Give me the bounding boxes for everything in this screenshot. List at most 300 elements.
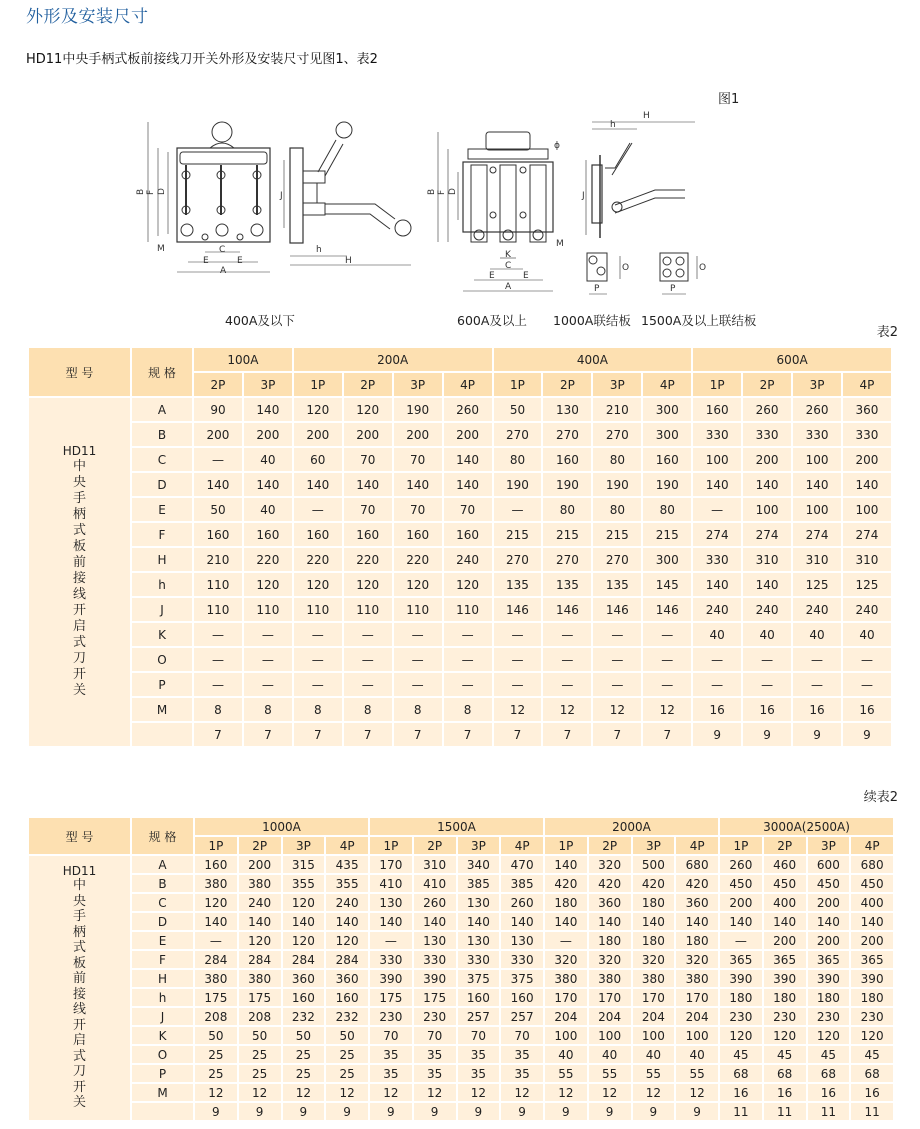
value-cell: 380 <box>632 969 676 988</box>
value-cell: 200 <box>850 931 894 950</box>
value-cell: — <box>742 672 792 697</box>
type-model: HD11 <box>62 864 97 879</box>
table-row <box>28 622 892 647</box>
value-cell: 140 <box>742 472 792 497</box>
table-row <box>28 647 892 672</box>
value-cell: 70 <box>457 1026 501 1045</box>
value-cell: 200 <box>293 422 343 447</box>
value-cell: 40 <box>842 622 892 647</box>
value-cell: 120 <box>343 397 393 422</box>
value-cell: 35 <box>413 1064 457 1083</box>
side-view-400a-drawing <box>284 122 411 265</box>
value-cell: 208 <box>194 1007 238 1026</box>
value-cell: 40 <box>692 622 742 647</box>
value-cell: 160 <box>642 447 692 472</box>
value-cell: 200 <box>742 447 792 472</box>
side-view-600a-drawing <box>586 122 695 238</box>
value-cell: 120 <box>807 1026 851 1045</box>
spec-cell: J <box>131 1007 194 1026</box>
value-cell: 200 <box>343 422 393 447</box>
value-cell: 12 <box>675 1083 719 1102</box>
value-cell: 12 <box>238 1083 282 1102</box>
value-cell: 35 <box>369 1064 413 1083</box>
value-cell: — <box>792 672 842 697</box>
table-row <box>28 722 892 747</box>
value-cell: 12 <box>282 1083 326 1102</box>
value-cell: 130 <box>457 893 501 912</box>
value-cell: — <box>443 672 493 697</box>
value-cell: 35 <box>369 1045 413 1064</box>
value-cell: 380 <box>194 969 238 988</box>
value-cell: 7 <box>542 722 592 747</box>
value-cell: — <box>592 622 642 647</box>
value-cell: 175 <box>369 988 413 1007</box>
value-cell: 380 <box>238 874 282 893</box>
header-pole: 2P <box>542 372 592 397</box>
dim-label-j-600: J <box>582 191 585 201</box>
value-cell: 50 <box>238 1026 282 1045</box>
value-cell: 12 <box>592 697 642 722</box>
header-pole: 1P <box>692 372 742 397</box>
value-cell: 330 <box>842 422 892 447</box>
value-cell: 284 <box>325 950 369 969</box>
spec-cell: J <box>131 597 193 622</box>
section-title: 外形及安装尺寸 <box>26 7 149 27</box>
value-cell: 140 <box>194 912 238 931</box>
value-cell: 50 <box>282 1026 326 1045</box>
value-cell: 435 <box>325 855 369 874</box>
value-cell: 204 <box>544 1007 588 1026</box>
value-cell: 140 <box>243 397 293 422</box>
value-cell: 180 <box>588 931 632 950</box>
value-cell: — <box>542 622 592 647</box>
value-cell: 130 <box>369 893 413 912</box>
value-cell: 45 <box>850 1045 894 1064</box>
value-cell: 200 <box>807 893 851 912</box>
value-cell: 25 <box>238 1064 282 1083</box>
value-cell: 274 <box>692 522 742 547</box>
table-row <box>28 1026 894 1045</box>
value-cell: 260 <box>742 397 792 422</box>
value-cell: 50 <box>325 1026 369 1045</box>
value-cell: 110 <box>193 572 243 597</box>
value-cell: 90 <box>193 397 243 422</box>
value-cell: 260 <box>413 893 457 912</box>
spec-cell: B <box>131 422 193 447</box>
value-cell: 146 <box>542 597 592 622</box>
value-cell: 300 <box>642 547 692 572</box>
value-cell: 160 <box>243 522 293 547</box>
value-cell: — <box>293 647 343 672</box>
front-view-600a-drawing <box>438 132 553 291</box>
value-cell: 7 <box>443 722 493 747</box>
value-cell: 12 <box>493 697 543 722</box>
value-cell: — <box>193 672 243 697</box>
value-cell: 380 <box>194 874 238 893</box>
value-cell: 110 <box>193 597 243 622</box>
header-pole: 2P <box>343 372 393 397</box>
value-cell: 160 <box>193 522 243 547</box>
table-row <box>28 988 894 1007</box>
value-cell: — <box>443 647 493 672</box>
value-cell: 200 <box>719 893 763 912</box>
value-cell: 140 <box>807 912 851 931</box>
value-cell: 140 <box>413 912 457 931</box>
value-cell: 190 <box>542 472 592 497</box>
table-row <box>28 912 894 931</box>
value-cell: 140 <box>238 912 282 931</box>
value-cell: 12 <box>542 697 592 722</box>
table-row <box>28 931 894 950</box>
value-cell: 11 <box>850 1102 894 1121</box>
value-cell: — <box>243 622 293 647</box>
value-cell: 120 <box>194 893 238 912</box>
value-cell: 35 <box>457 1045 501 1064</box>
header-pole: 2P <box>413 836 457 855</box>
value-cell: 16 <box>692 697 742 722</box>
value-cell: 100 <box>792 497 842 522</box>
value-cell: 460 <box>763 855 807 874</box>
value-cell: 160 <box>343 522 393 547</box>
value-cell: 8 <box>393 697 443 722</box>
header-pole: 1P <box>493 372 543 397</box>
value-cell: 7 <box>393 722 443 747</box>
value-cell: 70 <box>393 447 443 472</box>
value-cell: 146 <box>493 597 543 622</box>
value-cell: 260 <box>719 855 763 874</box>
value-cell: 11 <box>763 1102 807 1121</box>
spec-cell: A <box>131 855 194 874</box>
value-cell: 50 <box>194 1026 238 1045</box>
spec-cell: D <box>131 472 193 497</box>
value-cell: 9 <box>369 1102 413 1121</box>
value-cell: 130 <box>457 931 501 950</box>
value-cell: 330 <box>792 422 842 447</box>
value-cell: 390 <box>850 969 894 988</box>
value-cell: — <box>369 931 413 950</box>
value-cell: 160 <box>692 397 742 422</box>
value-cell: 180 <box>544 893 588 912</box>
value-cell: 140 <box>792 472 842 497</box>
dim-label-m: M <box>157 244 165 254</box>
value-cell: 45 <box>807 1045 851 1064</box>
table-row <box>28 950 894 969</box>
value-cell: 45 <box>763 1045 807 1064</box>
value-cell: — <box>393 622 443 647</box>
value-cell: 208 <box>238 1007 282 1026</box>
dim-label-p-1000: P <box>594 284 600 294</box>
dim-label-c-600: C <box>505 261 512 271</box>
value-cell: 100 <box>675 1026 719 1045</box>
value-cell: — <box>243 672 293 697</box>
value-cell: — <box>493 622 543 647</box>
value-cell: 70 <box>500 1026 544 1045</box>
header-pole: 2P <box>763 836 807 855</box>
value-cell: 140 <box>457 912 501 931</box>
value-cell: 175 <box>238 988 282 1007</box>
header-pole: 1P <box>293 372 343 397</box>
value-cell: 9 <box>675 1102 719 1121</box>
value-cell: 100 <box>742 497 792 522</box>
caption-600a: 600A及以上 <box>457 313 527 328</box>
value-cell: 680 <box>675 855 719 874</box>
value-cell: — <box>542 672 592 697</box>
value-cell: 170 <box>675 988 719 1007</box>
dim-label-m-600: M <box>556 239 564 249</box>
table-row <box>28 422 892 447</box>
spec-cell: O <box>131 647 193 672</box>
value-cell: 400 <box>850 893 894 912</box>
header-pole: 1P <box>719 836 763 855</box>
value-cell: 204 <box>632 1007 676 1026</box>
value-cell: 240 <box>325 893 369 912</box>
value-cell: 140 <box>369 912 413 931</box>
dim-label-e2-600: E <box>523 271 529 281</box>
table-row <box>28 1064 894 1083</box>
value-cell: 200 <box>443 422 493 447</box>
value-cell: 7 <box>493 722 543 747</box>
value-cell: 50 <box>493 397 543 422</box>
spec-cell: O <box>131 1045 194 1064</box>
value-cell: 60 <box>293 447 343 472</box>
spec-cell <box>131 722 193 747</box>
dim-label-o-1000: O <box>622 263 630 273</box>
value-cell: 11 <box>719 1102 763 1121</box>
value-cell: 25 <box>238 1045 282 1064</box>
value-cell: 25 <box>325 1045 369 1064</box>
value-cell: — <box>692 647 742 672</box>
value-cell: 70 <box>413 1026 457 1045</box>
header-pole: 3P <box>393 372 443 397</box>
value-cell: 16 <box>842 697 892 722</box>
value-cell: 135 <box>542 572 592 597</box>
dim-label-j: J <box>280 191 283 201</box>
value-cell: 160 <box>393 522 443 547</box>
value-cell: 80 <box>642 497 692 522</box>
value-cell: 140 <box>243 472 293 497</box>
table-row <box>28 969 894 988</box>
value-cell: — <box>343 672 393 697</box>
table-row <box>28 522 892 547</box>
value-cell: 68 <box>763 1064 807 1083</box>
value-cell: 145 <box>642 572 692 597</box>
value-cell: 68 <box>719 1064 763 1083</box>
value-cell: — <box>493 672 543 697</box>
spec-cell: P <box>131 1064 194 1083</box>
value-cell: 130 <box>413 931 457 950</box>
dimension-table-1 <box>27 346 893 748</box>
value-cell: 204 <box>675 1007 719 1026</box>
value-cell: — <box>592 672 642 697</box>
dim-label-d-600: D <box>448 188 458 195</box>
value-cell: 180 <box>850 988 894 1007</box>
value-cell: 100 <box>792 447 842 472</box>
dim-label-f: F <box>146 189 156 195</box>
value-cell: 365 <box>850 950 894 969</box>
dim-label-e-600: E <box>489 271 495 281</box>
dim-label-f-600: F <box>437 189 447 195</box>
value-cell: 55 <box>632 1064 676 1083</box>
value-cell: 300 <box>642 422 692 447</box>
value-cell: 120 <box>850 1026 894 1045</box>
dim-label-d: D <box>157 188 167 195</box>
value-cell: 330 <box>369 950 413 969</box>
value-cell: 140 <box>282 912 326 931</box>
value-cell: 9 <box>792 722 842 747</box>
header-spec: 规 格 <box>131 347 193 397</box>
value-cell: 180 <box>632 931 676 950</box>
spec-cell: H <box>131 547 193 572</box>
value-cell: 140 <box>193 472 243 497</box>
table-row <box>28 672 892 697</box>
header-pole: 3P <box>592 372 642 397</box>
value-cell: 230 <box>369 1007 413 1026</box>
spec-cell: D <box>131 912 194 931</box>
header-pole: 3P <box>792 372 842 397</box>
value-cell: 35 <box>457 1064 501 1083</box>
dim-label-phi: ϕ <box>554 141 560 151</box>
dim-label-e: E <box>203 256 209 266</box>
value-cell: 7 <box>293 722 343 747</box>
value-cell: 12 <box>413 1083 457 1102</box>
value-cell: 70 <box>443 497 493 522</box>
value-cell: 80 <box>592 497 642 522</box>
value-cell: 170 <box>544 988 588 1007</box>
value-cell: 220 <box>393 547 443 572</box>
header-pole: 2P <box>193 372 243 397</box>
value-cell: 230 <box>413 1007 457 1026</box>
value-cell: 450 <box>719 874 763 893</box>
value-cell: 68 <box>850 1064 894 1083</box>
table-row <box>28 1045 894 1064</box>
value-cell: 80 <box>592 447 642 472</box>
header-current-group: 100A <box>193 347 293 372</box>
value-cell: 80 <box>542 497 592 522</box>
value-cell: 355 <box>282 874 326 893</box>
header-current-group: 400A <box>493 347 693 372</box>
value-cell: 240 <box>742 597 792 622</box>
spec-cell <box>131 1102 194 1121</box>
value-cell: 140 <box>692 472 742 497</box>
caption-1500a-plate: 1500A及以上联结板 <box>641 313 757 328</box>
value-cell: 410 <box>369 874 413 893</box>
value-cell: — <box>842 647 892 672</box>
value-cell: 450 <box>850 874 894 893</box>
type-cell <box>28 855 131 1121</box>
value-cell: 260 <box>443 397 493 422</box>
value-cell: 200 <box>243 422 293 447</box>
value-cell: 110 <box>343 597 393 622</box>
value-cell: 110 <box>243 597 293 622</box>
value-cell: — <box>642 622 692 647</box>
value-cell: 135 <box>493 572 543 597</box>
spec-cell: h <box>131 988 194 1007</box>
type-model: HD11 <box>62 444 97 459</box>
value-cell: 330 <box>457 950 501 969</box>
value-cell: 70 <box>343 497 393 522</box>
table-row <box>28 697 892 722</box>
header-current-group: 600A <box>692 347 892 372</box>
dim-label-k: K <box>505 250 511 260</box>
header-pole: 1P <box>544 836 588 855</box>
value-cell: 9 <box>325 1102 369 1121</box>
spec-cell: F <box>131 950 194 969</box>
value-cell: 135 <box>592 572 642 597</box>
value-cell: 210 <box>592 397 642 422</box>
value-cell: — <box>243 647 293 672</box>
value-cell: 270 <box>592 422 642 447</box>
value-cell: 190 <box>393 397 443 422</box>
value-cell: 375 <box>500 969 544 988</box>
value-cell: 110 <box>393 597 443 622</box>
value-cell: 230 <box>763 1007 807 1026</box>
value-cell: 215 <box>592 522 642 547</box>
value-cell: 9 <box>692 722 742 747</box>
value-cell: — <box>193 622 243 647</box>
value-cell: 230 <box>850 1007 894 1026</box>
dim-label-a-600: A <box>505 282 512 292</box>
value-cell: 120 <box>238 931 282 950</box>
value-cell: 50 <box>193 497 243 522</box>
header-pole: 4P <box>675 836 719 855</box>
value-cell: 12 <box>369 1083 413 1102</box>
value-cell: 140 <box>675 912 719 931</box>
value-cell: 160 <box>194 855 238 874</box>
value-cell: 9 <box>742 722 792 747</box>
value-cell: — <box>343 622 393 647</box>
value-cell: 240 <box>692 597 742 622</box>
link-plate-1500a-drawing <box>660 253 697 294</box>
header-current-group: 1500A <box>369 817 544 836</box>
value-cell: 380 <box>238 969 282 988</box>
value-cell: — <box>194 931 238 950</box>
value-cell: 180 <box>675 931 719 950</box>
value-cell: 240 <box>792 597 842 622</box>
value-cell: 257 <box>457 1007 501 1026</box>
value-cell: 200 <box>193 422 243 447</box>
value-cell: 40 <box>742 622 792 647</box>
table2-label: 续表2 <box>863 790 898 805</box>
value-cell: 130 <box>542 397 592 422</box>
type-name: 中央手柄式板前接线开启式刀开关 <box>72 458 86 698</box>
value-cell: 310 <box>842 547 892 572</box>
value-cell: 9 <box>282 1102 326 1121</box>
value-cell: 25 <box>325 1064 369 1083</box>
value-cell: 375 <box>457 969 501 988</box>
value-cell: 204 <box>588 1007 632 1026</box>
header-current-group: 2000A <box>544 817 719 836</box>
value-cell: 100 <box>842 497 892 522</box>
value-cell: 120 <box>343 572 393 597</box>
value-cell: 140 <box>742 572 792 597</box>
spec-cell: F <box>131 522 193 547</box>
header-type: 型 号 <box>28 817 131 855</box>
value-cell: 360 <box>675 893 719 912</box>
caption-1000a-plate: 1000A联结板 <box>553 313 631 328</box>
value-cell: — <box>792 647 842 672</box>
value-cell: 170 <box>632 988 676 1007</box>
table1-label: 表2 <box>876 325 898 340</box>
header-current-group: 1000A <box>194 817 369 836</box>
value-cell: 420 <box>588 874 632 893</box>
value-cell: 200 <box>763 931 807 950</box>
value-cell: 7 <box>592 722 642 747</box>
value-cell: 260 <box>500 893 544 912</box>
value-cell: 55 <box>588 1064 632 1083</box>
value-cell: — <box>293 672 343 697</box>
value-cell: 200 <box>238 855 282 874</box>
table-row <box>28 1102 894 1121</box>
